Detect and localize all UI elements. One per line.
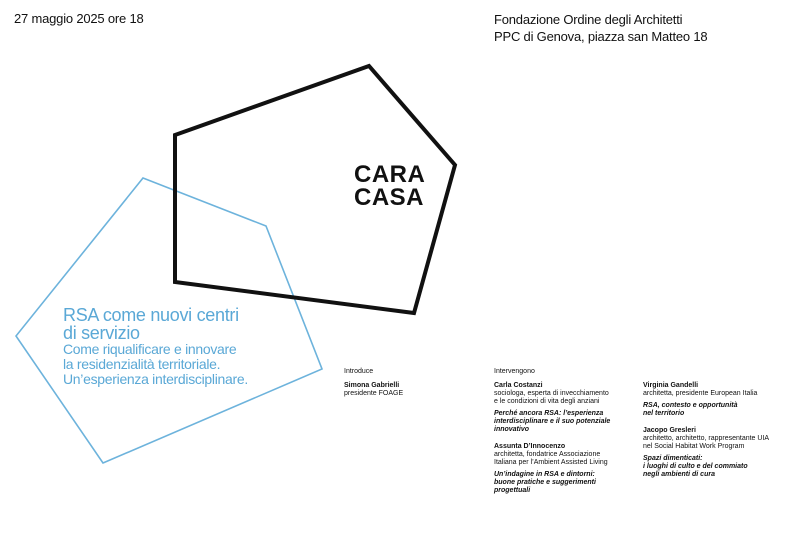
speaker-talk: Un’indagine in RSA e dintorni: — [494, 471, 595, 478]
speaker-talk: interdisciplinare e il suo potenziale — [494, 418, 611, 425]
speaker-block — [494, 382, 610, 434]
speaker-name: Carla Costanzi — [494, 382, 543, 389]
introduce-role: presidente FOAGE — [344, 390, 404, 397]
speaker-talk: innovativo — [494, 426, 530, 433]
speaker-role: nel Social Habitat Work Program — [643, 443, 745, 450]
speaker-role: sociologa, esperta di invecchiamento — [494, 390, 609, 397]
speaker-talk: RSA, contesto e opportunità — [643, 402, 738, 409]
speaker-talk: progettuali — [494, 487, 531, 494]
speaker-talk: Spazi dimenticati: — [643, 455, 703, 462]
speaker-role: e le condizioni di vita degli anziani — [494, 398, 600, 405]
speaker-talk: negli ambienti di cura — [643, 471, 715, 478]
cara-casa-logo — [354, 163, 425, 209]
headline-subtitle-line-1: Come riqualificare e innovare — [63, 341, 237, 357]
event-date-time: 27 maggio 2025 ore 18 — [14, 11, 144, 26]
logo-line-2: CASA — [354, 184, 425, 211]
headline — [63, 306, 248, 387]
headline-subtitle-line-2: la residenzialità territoriale. — [63, 356, 221, 372]
speaker-talk: buone pratiche e suggerimenti — [494, 479, 596, 486]
speaker-role: architetta, fondatrice Associazione — [494, 451, 601, 458]
speaker-role: architetto, architetto, rappresentante UIA — [643, 435, 770, 442]
speaker-block — [643, 427, 769, 479]
speaker-talk: nel territorio — [643, 410, 685, 417]
introduce-label: Introduce — [344, 368, 374, 375]
intervengono-column-2 — [643, 382, 769, 479]
intervengono-column-1 — [494, 368, 610, 495]
venue-line-1: Fondazione Ordine degli Architetti — [494, 12, 683, 27]
logo-line-1: CARA — [354, 161, 426, 188]
venue-line-2: PPC di Genova, piazza san Matteo 18 — [494, 29, 708, 44]
speaker-name: Virginia Gandelli — [643, 382, 699, 389]
speaker-name: Assunta D’Innocenzo — [494, 443, 566, 450]
introduce-name: Simona Gabrielli — [344, 382, 400, 389]
intervengono-label: Intervengono — [494, 368, 535, 375]
speaker-role: Italiana per l’Ambient Assisted Living — [494, 459, 608, 466]
speaker-block — [643, 382, 769, 418]
headline-subtitle-line-3: Un’esperienza interdisciplinare. — [63, 371, 248, 387]
headline-title-line-1: RSA come nuovi centri — [63, 305, 239, 325]
speaker-role: architetta, presidente European Italia — [643, 390, 758, 397]
speaker-talk: i luoghi di culto e del commiato — [643, 463, 748, 470]
speaker-talk: Perché ancora RSA: l’esperienza — [494, 410, 604, 417]
speaker-block — [494, 443, 610, 495]
speaker-name: Jacopo Gresleri — [643, 427, 696, 434]
headline-title-line-2: di servizio — [63, 323, 140, 343]
introduce-block — [344, 368, 403, 398]
